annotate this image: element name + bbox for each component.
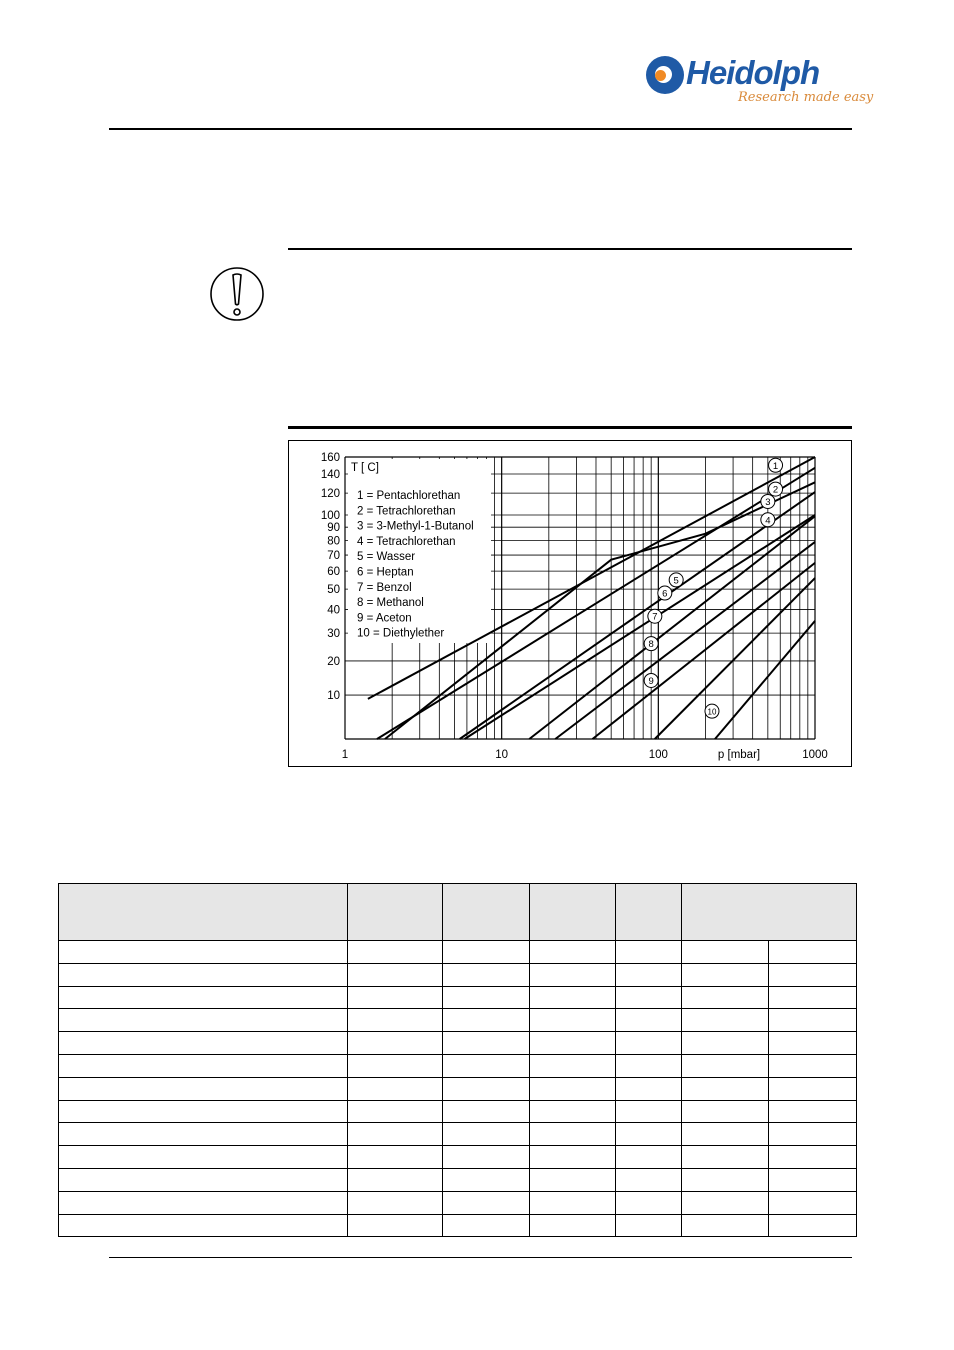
series-line	[465, 515, 815, 739]
table-cell	[348, 1214, 443, 1237]
y-tick-label: 20	[327, 655, 340, 668]
table-cell	[769, 1100, 857, 1123]
x-tick-label: 10	[495, 749, 509, 761]
table-cell	[682, 941, 769, 964]
series-marker-label: 1	[772, 460, 779, 472]
heidolph-logo	[642, 52, 874, 114]
legend-entry: 5 = Wasser	[357, 551, 416, 564]
note-top-divider	[288, 248, 852, 250]
table-cell	[682, 1100, 769, 1123]
table-cell	[348, 1077, 443, 1100]
chart-svg	[289, 441, 851, 766]
table-cell	[616, 1054, 682, 1077]
table-cell	[348, 941, 443, 964]
table-cell	[682, 986, 769, 1009]
table-header-cell	[682, 884, 857, 941]
table-cell	[682, 1123, 769, 1146]
legend-entry: 1 = Pentachlorethan	[357, 490, 461, 502]
table-cell	[530, 963, 616, 986]
table-cell	[59, 963, 348, 986]
table-cell	[59, 1054, 348, 1077]
y-tick-label: 160	[320, 452, 340, 464]
table-header-cell	[530, 884, 616, 941]
table-row	[59, 986, 857, 1009]
table-cell	[616, 941, 682, 964]
y-tick-label: 70	[327, 550, 340, 563]
table-cell	[769, 1168, 857, 1191]
table-cell	[769, 986, 857, 1009]
footer-divider	[109, 1257, 852, 1258]
table-cell	[348, 986, 443, 1009]
table-cell	[530, 1146, 616, 1169]
table-row	[59, 1168, 857, 1191]
series-line	[460, 492, 815, 739]
table-cell	[616, 963, 682, 986]
table-cell	[530, 1123, 616, 1146]
table-cell	[530, 1100, 616, 1123]
table-cell	[348, 1009, 443, 1032]
legend-entry: 8 = Methanol	[357, 597, 424, 610]
table-cell	[59, 1077, 348, 1100]
table-cell	[59, 1100, 348, 1123]
solvent-table	[58, 883, 857, 1237]
table-cell	[443, 1100, 530, 1123]
table-cell	[769, 1146, 857, 1169]
header-divider	[109, 128, 852, 130]
table-cell	[682, 1168, 769, 1191]
table-row	[59, 1077, 857, 1100]
y-tick-label: 30	[327, 628, 340, 641]
table-cell	[59, 941, 348, 964]
series-line	[529, 516, 815, 739]
series-marker-label: 7	[652, 611, 658, 623]
y-tick-label: 140	[320, 468, 340, 481]
table-cell	[530, 986, 616, 1009]
table-cell	[616, 1100, 682, 1123]
table-header-cell	[59, 884, 348, 941]
y-tick-label: 100	[320, 509, 340, 522]
table-cell	[59, 1168, 348, 1191]
legend-entry: 10 = Diethylether	[357, 627, 445, 640]
table-cell	[616, 986, 682, 1009]
legend-entry: 2 = Tetrachlorethan	[357, 505, 456, 518]
table-cell	[682, 1009, 769, 1032]
table-cell	[769, 1009, 857, 1032]
table-cell	[616, 1009, 682, 1032]
table-cell	[443, 941, 530, 964]
legend-entry: 3 = 3-Methyl-1-Butanol	[357, 520, 474, 533]
table-cell	[616, 1146, 682, 1169]
table-cell	[682, 963, 769, 986]
y-tick-label: 60	[327, 566, 340, 579]
table-cell	[769, 1123, 857, 1146]
table-cell	[443, 1123, 530, 1146]
x-tick-label: 1	[341, 749, 349, 761]
table-cell	[443, 1032, 530, 1055]
table-cell	[530, 1191, 616, 1214]
y-tick-label: 90	[327, 522, 340, 535]
series-marker-label: 4	[765, 515, 771, 527]
table-cell	[530, 1214, 616, 1237]
table-row	[59, 1100, 857, 1123]
x-tick-label: 100	[648, 749, 668, 761]
series-marker-label: 8	[648, 639, 654, 651]
table-cell	[443, 1214, 530, 1237]
table-cell	[682, 1032, 769, 1055]
table-cell	[769, 963, 857, 986]
table-cell	[443, 1054, 530, 1077]
series-marker-label: 9	[648, 675, 654, 687]
table-cell	[616, 1168, 682, 1191]
table-header-cell	[443, 884, 530, 941]
table-row	[59, 1214, 857, 1237]
y-axis-label: T [ C]	[351, 462, 379, 474]
table-cell	[59, 1214, 348, 1237]
table-cell	[682, 1054, 769, 1077]
table-cell	[59, 986, 348, 1009]
table-cell	[530, 1077, 616, 1100]
exclamation-circle-icon	[209, 266, 265, 322]
table-cell	[769, 1214, 857, 1237]
table-cell	[530, 941, 616, 964]
table-cell	[530, 1032, 616, 1055]
series-marker-label: 10	[707, 707, 717, 717]
legend-entry: 4 = Tetrachlorethan	[357, 535, 456, 548]
legend-entry: 7 = Benzol	[357, 581, 412, 594]
legend-entry: 6 = Heptan	[357, 566, 414, 579]
table-cell	[443, 1009, 530, 1032]
table-cell	[769, 941, 857, 964]
table-row	[59, 941, 857, 964]
table-cell	[59, 1123, 348, 1146]
x-axis-label: p [mbar]	[717, 749, 761, 761]
table-cell	[530, 1054, 616, 1077]
table-row	[59, 1123, 857, 1146]
table-cell	[530, 1009, 616, 1032]
table-cell	[59, 1191, 348, 1214]
y-tick-label: 50	[327, 584, 340, 597]
table-row	[59, 1191, 857, 1214]
table-cell	[682, 1191, 769, 1214]
table-cell	[616, 1032, 682, 1055]
table-cell	[682, 1214, 769, 1237]
series-marker-label: 2	[772, 484, 779, 496]
table-cell	[443, 1168, 530, 1191]
table-cell	[616, 1191, 682, 1214]
table-cell	[616, 1214, 682, 1237]
table-cell	[348, 1100, 443, 1123]
table-cell	[348, 1168, 443, 1191]
table-cell	[348, 1054, 443, 1077]
table-cell	[769, 1077, 857, 1100]
table-cell	[769, 1032, 857, 1055]
table-header-cell	[348, 884, 443, 941]
table-cell	[443, 1146, 530, 1169]
table-row	[59, 1032, 857, 1055]
table-cell	[348, 1032, 443, 1055]
table-cell	[59, 1009, 348, 1032]
y-tick-label: 40	[327, 604, 340, 617]
table-cell	[348, 1191, 443, 1214]
series-marker-label: 5	[673, 575, 679, 587]
table-header-row	[59, 884, 857, 941]
y-tick-label: 120	[320, 488, 340, 501]
table-row	[59, 1054, 857, 1077]
series-marker-label: 6	[662, 588, 668, 600]
table-row	[59, 963, 857, 986]
table-cell	[348, 963, 443, 986]
series-marker-label: 3	[765, 496, 771, 508]
table-row	[59, 1146, 857, 1169]
table-cell	[443, 1191, 530, 1214]
table-cell	[530, 1168, 616, 1191]
logo-dot-icon	[655, 70, 666, 81]
table-cell	[682, 1146, 769, 1169]
table-cell	[616, 1077, 682, 1100]
logo-tagline: Research made easy	[738, 90, 874, 105]
table-row	[59, 1009, 857, 1032]
table-cell	[443, 986, 530, 1009]
table-cell	[348, 1123, 443, 1146]
logo-wordmark: Heidolph	[686, 54, 820, 91]
table-cell	[443, 1077, 530, 1100]
x-tick-label: 1000	[802, 749, 828, 761]
note-bottom-divider	[288, 426, 852, 429]
table-cell	[348, 1146, 443, 1169]
table-cell	[682, 1077, 769, 1100]
table-cell	[769, 1191, 857, 1214]
legend-entry: 9 = Aceton	[357, 612, 412, 625]
y-tick-label: 80	[327, 535, 340, 548]
table-cell	[59, 1146, 348, 1169]
y-tick-label: 10	[327, 690, 340, 703]
vapor-pressure-chart	[288, 440, 852, 767]
table-header-cell	[616, 884, 682, 941]
table-cell	[59, 1032, 348, 1055]
table-cell	[616, 1123, 682, 1146]
table-cell	[769, 1054, 857, 1077]
table-cell	[443, 963, 530, 986]
